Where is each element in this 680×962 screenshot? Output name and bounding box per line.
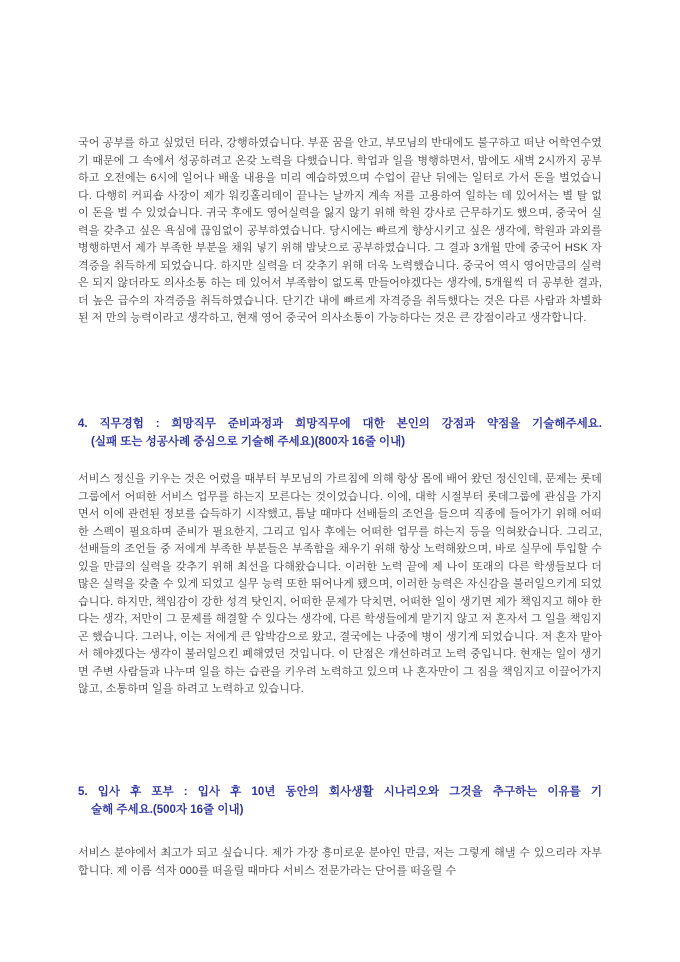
paragraph-aspiration: 서비스 분야에서 최고가 되고 싶습니다. 제가 가장 흥미로운 분야인 만큼, 저는 그렇게 해낼 수 있으리라 자부합니다. 제 이름 석자 000를 떠올릴 때마다 서비스 전문가라는 단어를 떠올릴 수 (78, 847, 602, 877)
question-4-heading-line2: (실패 또는 성공사례 중심으로 기술해 주세요)(800자 16줄 이내) (91, 435, 406, 448)
question-5-heading-line2: 술해 주세요.(500자 16줄 이내) (91, 803, 244, 816)
question-5-heading (78, 784, 602, 819)
question-4-heading (78, 416, 602, 451)
paragraph-job-experience: 서비스 정신을 키우는 것은 어렸을 때부터 부모님의 가르침에 의해 항상 몸에 배어 왔던 정신인데, 문제는 롯데그룹에서 어떠한 서비스 업무를 하는지 모른다는 것이었습니다. 이에, 대학 시절부터 롯데그룹에 관심을 가지면서 이에 관련된 정보를 습득하기 시작했고, 틈날 때마다 선배들의 조언을 들으며 직종에 들어가기 위해 어떠한 스펙이 필요하며 준비가 필요한지, 그리고 입사 후에는 어떠한 업무를 하는지 등을 익혀왔습니다. 그리고, 선배들의 조언들 중 저에게 부족한 부분들은 부족함을 채우기 위해 항상 노력해왔으며, 바로 실무에 투입할 수 있을 만큼의 실력을 갖추기 위해 최선을 다해왔습니다. 이러한 노력 끝에 제 나이 또래의 다른 학생들보다 더 많은 실력을 갖출 수 있게 되었고 실무 능력 또한 뛰어나게 됐으며, 이러한 능력은 자신감을 불러일으키게 되었습니다. 하지만, 책임감이 강한 성격 탓인지, 어떠한 문제가 닥치면, 어떠한 일이 생기면 제가 책임지고 해야 한다는 생각, 저만이 그 문제를 해결할 수 있다는 생각에, 다른 학생들에게 맡기지 않고 저 혼자서 그 일을 책임지곤 했습니다. 그러나, 이는 저에게 큰 압박감으로 왔고, 결국에는 나중에 병이 생기게 되었습니다. 저 혼자 맡아서 해야겠다는 생각이 불러일으킨 폐해였던 것입니다. 이 단점은 개선하려고 노력 중입니다. 현재는 일이 생기면 주변 사람들과 나누며 일을 하는 습관을 키우려 노력하고 있으며 나 혼자만이 그 짐을 책임지고 이끌어가지 않고, 소통하며 일을 하려고 노력하고 있습니다. (78, 473, 602, 695)
paragraph-language-study: 국어 공부를 하고 싶었던 터라, 강행하였습니다. 부푼 꿈을 안고, 부모님의 반대에도 불구하고 떠난 어학연수였기 때문에 그 속에서 성공하려고 온갖 노력을 다했습니다. 학업과 일을 병행하면서, 밤에도 새벽 2시까지 공부하고 오전에는 6시에 일어나 배울 내용을 미리 예습하였으며 수업이 끝난 뒤에는 일터로 가서 돈을 벌었습니다. 다행히 커피숍 사장이 제가 워킹홀리데이 끝나는 날까지 계속 저를 고용하여 일하는 데 있어서는 별 탈 없이 돈을 벌 수 있었습니다. 귀국 후에도 영어실력을 잃지 않기 위해 학원 강사로 근무하기도 했으며, 중국어 실력을 갖추고 싶은 욕심에 끊임없이 공부하였습니다. 당시에는 빠르게 향상시키고 싶은 생각에, 학원과 과외를 병행하면서 제가 부족한 부분을 채워 넣기 위해 밤낮으로 공부하였습니다. 그 결과 3개월 만에 중국어 HSK 자격증을 취득하게 되었습니다. 하지만 실력을 더 갖추기 위해 더욱 노력했습니다. 중국어 역시 영어만큼의 실력은 되지 않더라도 의사소통 하는 데 있어서 부족함이 없도록 만들어야겠다는 생각에, 5개월씩 더 공부한 결과, 더 높은 급수의 자격증을 취득하였습니다. 단기간 내에 빠르게 자격증을 취득했다는 것은 다른 사람과 차별화된 저 만의 능력이라고 생각하고, 현재 영어 중국어 의사소통이 가능하다는 것은 큰 강점이라고 생각합니다. (78, 137, 602, 324)
question-5-heading-line1: 5. 입사 후 포부 : 입사 후 10년 동안의 회사생활 시나리오와 그것을 추구하는 이유를 기 (78, 786, 602, 798)
question-4-heading-line1: 4. 직무경험 : 희망직무 준비과정과 희망직무에 대한 본인의 강점과 약점을 기술해주세요. (78, 418, 602, 430)
